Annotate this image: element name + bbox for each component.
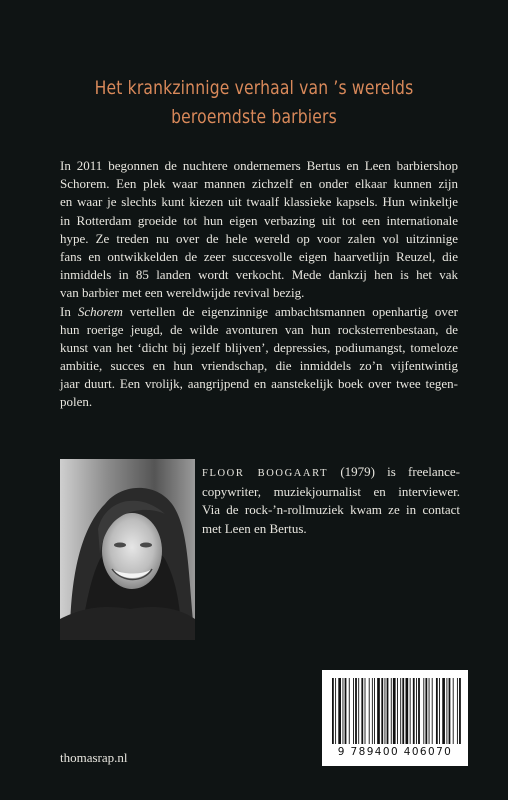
barcode-bar <box>425 678 427 744</box>
bio-line: Via de rock-’n-rollmuziek kwam ze in contact <box>202 502 460 518</box>
blurb-line: polen. <box>60 394 93 410</box>
author-photo <box>60 459 195 640</box>
barcode-bar <box>369 678 370 744</box>
barcode-bar <box>446 678 447 744</box>
blurb-line: ambitie, succes en hun vriendschap, die inmiddels zo’n vijfentwintig <box>60 358 458 374</box>
barcode-bar <box>353 678 354 744</box>
blurb-line: en waar je slechts kunt kiezen uit twaalf klassieke kapsels. Hun winkeltje <box>60 194 458 210</box>
barcode-bar <box>410 678 411 744</box>
barcode-bar <box>365 678 366 744</box>
blurb-line: fans en ontwikkelden de zeer succesvolle eigen haarvetlijn Reuzel, die <box>60 248 458 264</box>
blurb-line: in Rotterdam groeide tot hun eigen verbazing uit tot een internationale <box>60 212 458 228</box>
blurb-line: kunst van het ‘dicht bij jezelf blijven’, depressies, podiumangst, tomeloze <box>60 339 458 355</box>
barcode-bar <box>374 678 375 744</box>
barcode-bar <box>442 678 445 744</box>
author-bio <box>202 463 460 538</box>
barcode-bar <box>387 678 389 744</box>
author-name: FLOOR BOOGAART <box>202 468 329 479</box>
barcode-bar <box>436 678 438 744</box>
barcode-bar <box>416 678 417 744</box>
barcode-bar <box>459 678 461 744</box>
blurb-line: hun roerige jeugd, de wilde avonturen van hun rocksterrenbestaan, de <box>60 321 458 337</box>
bio-line-rest: (1979) is freelance- <box>328 464 460 479</box>
publisher-url: thomasrap.nl <box>60 750 128 765</box>
barcode-bar <box>449 678 451 744</box>
barcode-bar <box>397 678 398 744</box>
barcode-bar <box>391 678 392 744</box>
barcode-bar <box>332 678 334 744</box>
barcode-bar <box>453 678 454 744</box>
barcode-bar <box>400 678 401 744</box>
headline-line-2: beroemdste barbiers <box>171 106 337 128</box>
blurb-paragraph-1 <box>60 157 458 303</box>
barcode-bar <box>385 678 386 744</box>
blurb-prefix: In <box>60 303 78 319</box>
barcode-bar <box>372 678 373 744</box>
barcode-bar <box>413 678 415 744</box>
barcode-bar <box>381 678 383 744</box>
blurb-paragraph-2 <box>60 303 458 412</box>
barcode-bar <box>429 678 430 744</box>
barcode-bar <box>406 678 409 744</box>
blurb-line: hype. Ze treden nu over de hele wereld op voor zalen vol uitzinnige <box>60 230 458 246</box>
bio-line: copywriter, muziekjournalist en interviewer. <box>202 484 460 500</box>
headline <box>46 74 463 132</box>
barcode-bar <box>439 678 440 744</box>
isbn-barcode <box>322 670 468 766</box>
barcode-bars <box>322 670 468 746</box>
blurb-line <box>60 303 458 321</box>
blurb-line: jaar duurt. Een vrolijk, aangrijpend en aanstekelijk boek over twee tegen- <box>60 376 458 392</box>
blurb-line-rest: vertellen de eigenzinnige ambachtsmannen openhartig over <box>122 303 458 319</box>
barcode-bar <box>418 678 420 744</box>
blurb-line: In 2011 begonnen de nuchtere ondernemers Bertus en Leen barbiershop <box>60 158 458 173</box>
barcode-bar <box>349 678 350 744</box>
headline-line-1: Het krankzinnige verhaal van ’s werelds <box>94 77 414 99</box>
blurb-line: Schorem. Een plek waar mannen zichzelf en onder elkaar kunnen zijn <box>60 176 458 192</box>
blurb-text <box>60 157 458 412</box>
barcode-bar <box>343 678 344 744</box>
barcode-bar <box>358 678 359 744</box>
barcode-bar <box>457 678 458 744</box>
barcode-bar <box>432 678 433 744</box>
bio-line <box>202 463 460 483</box>
barcode-bar <box>338 678 341 744</box>
barcode-bar <box>361 678 363 744</box>
isbn-number: 9 789400 406070 <box>337 746 453 758</box>
barcode-bar <box>355 678 357 744</box>
barcode-bar <box>345 678 347 744</box>
barcode-bar <box>377 678 380 744</box>
barcode-bar <box>402 678 404 744</box>
barcode-bar <box>335 678 336 744</box>
blurb-line: van barbier met een wereldwijde revival bezig. <box>60 285 305 301</box>
barcode-bar <box>423 678 424 744</box>
blurb-line: inmiddels in 85 landen wordt verkocht. Mede dankzij hen is het vak <box>60 267 458 283</box>
barcode-bar <box>393 678 396 744</box>
bio-line: met Leen en Bertus. <box>202 520 307 536</box>
book-title-italic: Schorem <box>77 303 123 319</box>
